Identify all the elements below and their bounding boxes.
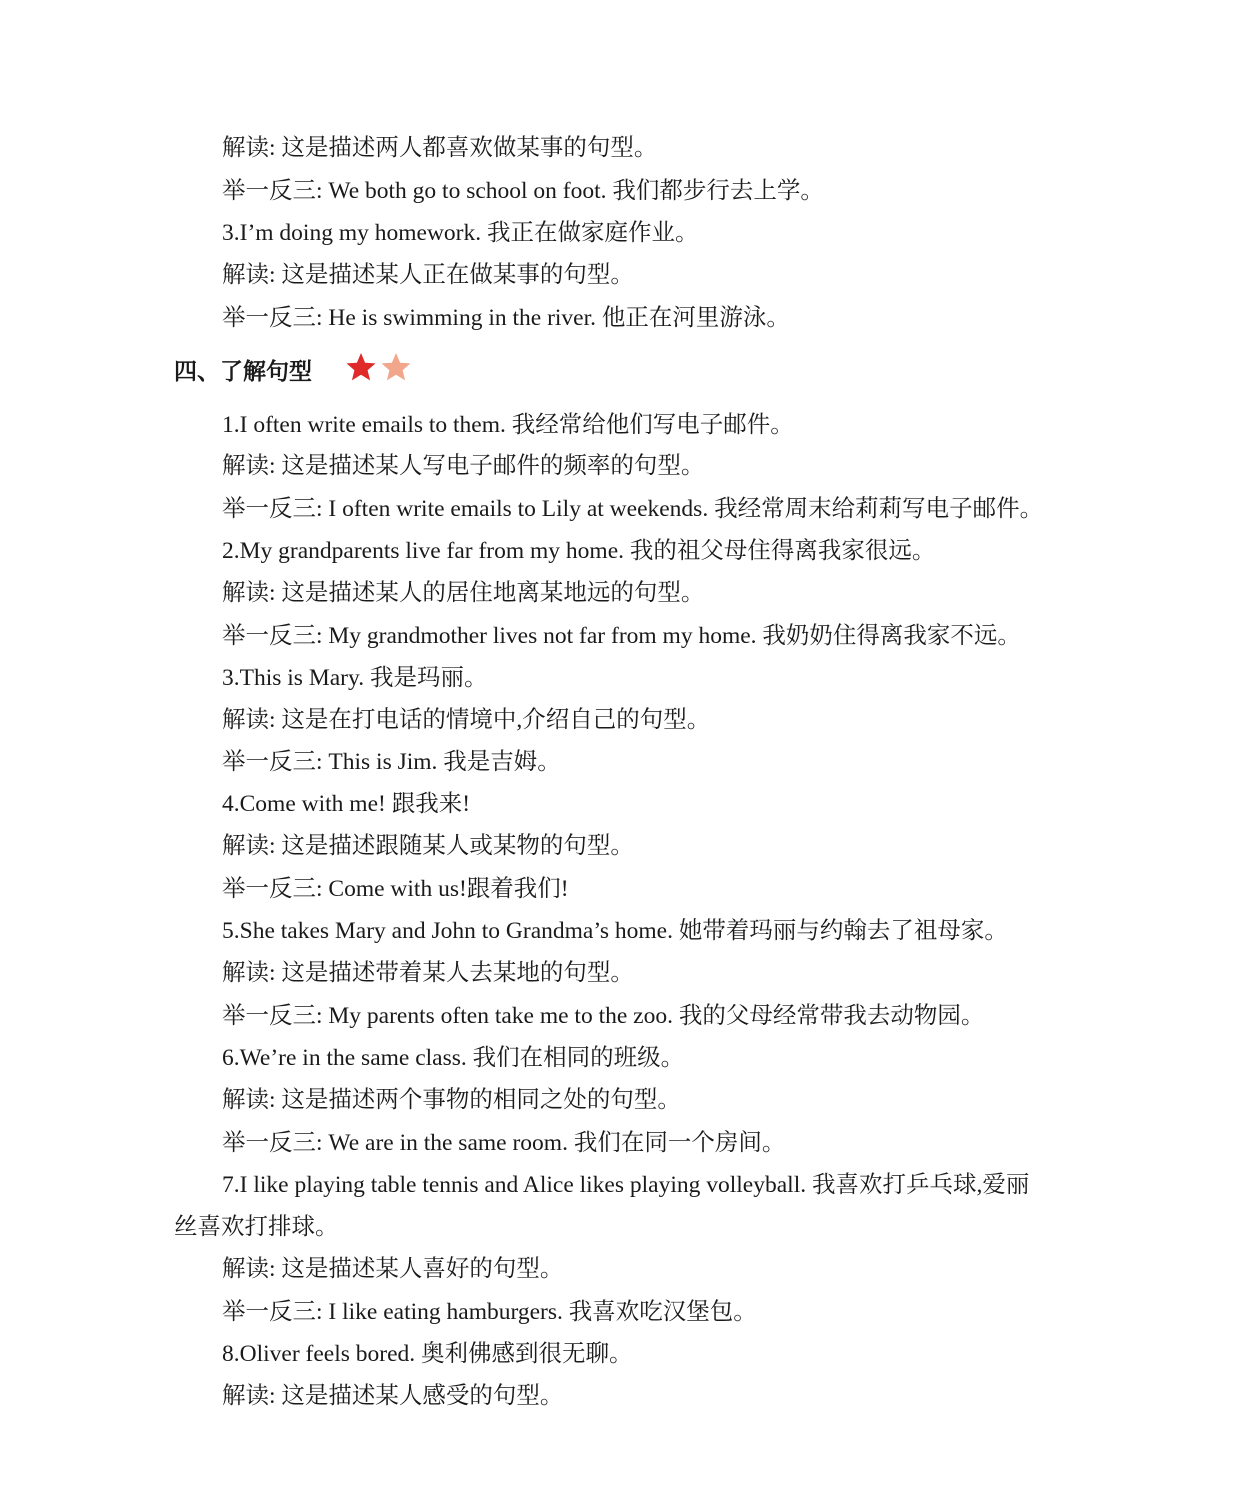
text-line: 解读: 这是描述两个事物的相同之处的句型。 (222, 1087, 681, 1113)
text-line: 解读: 这是描述两人都喜欢做某事的句型。 (222, 135, 658, 161)
text-line: 举一反三: He is swimming in the river. 他正在河里游泳。 (222, 305, 790, 331)
text-line: 解读: 这是描述某人感受的句型。 (222, 1383, 564, 1409)
text-line: 丝喜欢打排球。 (174, 1214, 339, 1240)
text-line: 解读: 这是描述某人喜好的句型。 (222, 1256, 564, 1282)
text-line: 解读: 这是描述跟随某人或某物的句型。 (222, 833, 634, 859)
text-line: 举一反三: We are in the same room. 我们在同一个房间。 (222, 1130, 786, 1156)
text-line: 解读: 这是描述某人正在做某事的句型。 (222, 262, 634, 288)
text-line: 解读: 这是在打电话的情境中,介绍自己的句型。 (222, 707, 711, 733)
text-line: 举一反三: This is Jim. 我是吉姆。 (222, 749, 561, 775)
text-line: 6.We’re in the same class. 我们在相同的班级。 (222, 1045, 685, 1071)
text-line: 举一反三: My parents often take me to the zoo. 我的父母经常带我去动物园。 (222, 1003, 985, 1029)
text-line: 举一反三: We both go to school on foot. 我们都步行去上学。 (222, 178, 824, 204)
difficulty-stars (344, 350, 414, 386)
text-line: 解读: 这是描述某人的居住地离某地远的句型。 (222, 580, 705, 606)
star-icon (382, 353, 411, 380)
section-heading: 四、了解句型 (174, 359, 312, 385)
text-line: 举一反三: Come with us!跟着我们! (222, 876, 569, 902)
text-line: 举一反三: My grandmother lives not far from my home. 我奶奶住得离我家不远。 (222, 623, 1021, 649)
text-line: 5.She takes Mary and John to Grandma’s home. 她带着玛丽与约翰去了祖母家。 (222, 918, 1008, 944)
text-line: 举一反三: I often write emails to Lily at weekends. 我经常周末给莉莉写电子邮件。 (222, 496, 1044, 522)
text-line: 2.My grandparents live far from my home. 我的祖父母住得离我家很远。 (222, 538, 936, 564)
text-line: 解读: 这是描述某人写电子邮件的频率的句型。 (222, 453, 705, 479)
text-line: 1.I often write emails to them. 我经常给他们写电子邮件。 (222, 412, 794, 438)
text-line: 4.Come with me! 跟我来! (222, 791, 471, 817)
text-line: 举一反三: I like eating hamburgers. 我喜欢吃汉堡包。 (222, 1299, 757, 1325)
text-line: 解读: 这是描述带着某人去某地的句型。 (222, 960, 634, 986)
star-icon (347, 353, 376, 380)
text-line: 8.Oliver feels bored. 奥利佛感到很无聊。 (222, 1341, 633, 1367)
text-line: 7.I like playing table tennis and Alice likes playing volleyball. 我喜欢打乒乓球,爱丽 (222, 1172, 1030, 1198)
text-line: 3.I’m doing my homework. 我正在做家庭作业。 (222, 220, 699, 246)
text-line: 3.This is Mary. 我是玛丽。 (222, 665, 488, 691)
